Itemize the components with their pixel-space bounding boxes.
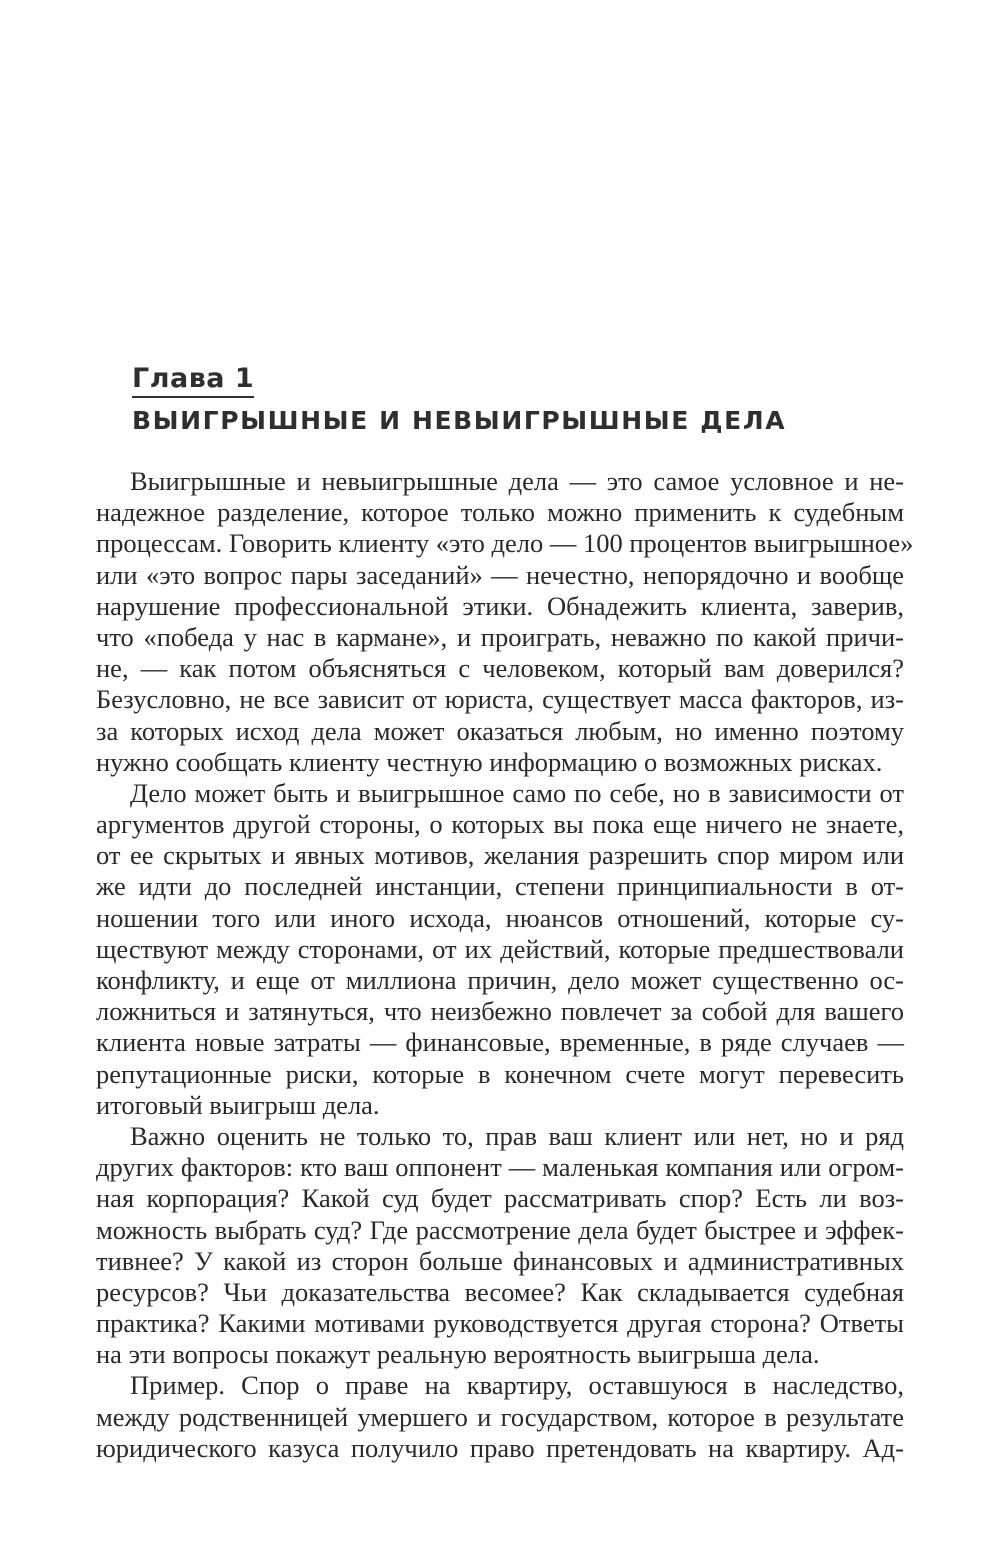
paragraph-line: ная корпорация? Какой суд будет рассматривать спор? Есть ли воз- [96, 1183, 904, 1214]
paragraph-line: аргументов другой стороны, о которых вы пока еще ничего не знаете, [96, 809, 904, 840]
paragraph-line: конфликту, и еще от миллиона причин, дело может существенно ос- [96, 965, 904, 995]
paragraph-line: Пример. Спор о праве на квартиру, оставшуюся в наследство, [130, 1370, 904, 1401]
paragraph-line: же идти до последней инстанции, степени принципиальности в от- [96, 871, 904, 902]
paragraph-line: Дело может быть и выигрышное само по себе, но в зависимости от [130, 777, 904, 808]
paragraph-line: или «это вопрос пары заседаний» — нечестно, непорядочно и вообще [96, 559, 904, 590]
paragraph-line: итоговый выигрыш дела. [96, 1089, 380, 1120]
paragraph-line: тивнее? У какой из сторон больше финансовых и административных [96, 1245, 904, 1276]
chapter-label: Глава 1 [132, 362, 254, 398]
paragraph-line: от ее скрытых и явных мотивов, желания разрешить спор миром или [96, 840, 904, 871]
body-text [96, 466, 914, 1464]
paragraph-line: надежное разделение, которое только можно применить к судебным [96, 497, 904, 528]
paragraph-line: Выигрышные и невыигрышные дела — это самое условное и не- [130, 466, 904, 496]
chapter-title: ВЫИГРЫШНЫЕ И НЕВЫИГРЫШНЫЕ ДЕЛА [132, 406, 787, 435]
paragraph-line: между родственницей умершего и государством, которое в результате [96, 1401, 904, 1432]
paragraph-line: нарушение профессиональной этики. Обнадежить клиента, заверив, [96, 590, 904, 621]
paragraph-line: не, — как потом объясняться с человеком, который вам доверился? [96, 653, 904, 684]
paragraph-line: ношении того или иного исхода, нюансов отношений, которые су- [96, 902, 904, 933]
paragraph-line: нужно сообщать клиенту честную информацию о возможных рисках. [96, 746, 883, 777]
paragraph-line: других факторов: кто ваш оппонент — маленькая компания или огром- [96, 1152, 904, 1183]
paragraph-line: что «победа у нас в кармане», и проиграть, неважно по какой причи- [96, 621, 904, 652]
paragraph-line: за которых исход дела может оказаться любым, но именно поэтому [96, 715, 904, 746]
paragraph-line: клиента новые затраты — финансовые, временные, в ряде случаев — [96, 1027, 904, 1058]
paragraph-line: на эти вопросы покажут реальную вероятность выигрыша дела. [96, 1339, 820, 1370]
paragraph-line: Безусловно, не все зависит от юриста, существует масса факторов, из- [96, 684, 904, 715]
paragraph-line: ресурсов? Чьи доказательства весомее? Как складывается судебная [96, 1276, 904, 1307]
paragraph-line: Важно оценить не только то, прав ваш клиент или нет, но и ряд [130, 1120, 904, 1151]
paragraph-line: ложниться и затянуться, что неизбежно повлечет за собой для вашего [96, 996, 904, 1027]
paragraph-line: юридического казуса получило право претендовать на квартиру. Ад- [96, 1432, 904, 1463]
paragraph-line: процессам. Говорить клиенту «это дело — 100 процентов выигрышное» [96, 528, 914, 559]
paragraph-line: репутационные риски, которые в конечном счете могут перевесить [96, 1058, 904, 1089]
paragraph-line: можность выбрать суд? Где рассмотрение дела будет быстрее и эффек- [96, 1214, 904, 1245]
paragraph-line: ществуют между сторонами, от их действий, которые предшествовали [96, 933, 904, 964]
paragraph-line: практика? Какими мотивами руководствуется другая сторона? Ответы [96, 1308, 904, 1339]
